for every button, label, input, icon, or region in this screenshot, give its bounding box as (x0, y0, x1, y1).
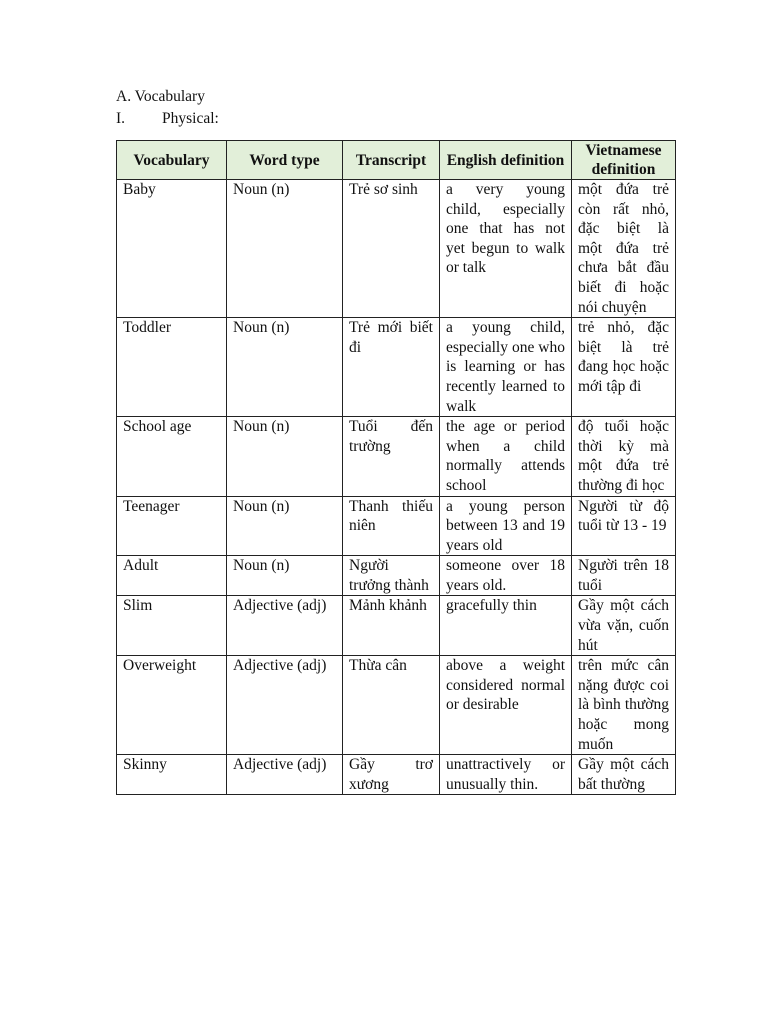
cell-transcript: Thừa cân (343, 656, 440, 755)
header-english-definition: English definition (440, 141, 572, 180)
cell-vietnamese-definition: Người trên 18 tuổi (572, 556, 676, 596)
table-row (117, 656, 676, 755)
table-row (117, 755, 676, 795)
cell-vocabulary: Slim (117, 596, 227, 656)
cell-english-definition: the age or period when a child normally attends school (440, 417, 572, 496)
cell-word-type: Noun (n) (227, 318, 343, 417)
cell-vocabulary: Adult (117, 556, 227, 596)
cell-vietnamese-definition: Gầy một cách vừa vặn, cuốn hút (572, 596, 676, 656)
cell-transcript: Mảnh khảnh (343, 596, 440, 656)
cell-word-type: Adjective (adj) (227, 755, 343, 795)
cell-transcript: Tuổi đến trường (343, 417, 440, 496)
cell-transcript: Gầy trơ xương (343, 755, 440, 795)
cell-vocabulary: Toddler (117, 318, 227, 417)
cell-vietnamese-definition: Gầy một cách bất thường (572, 755, 676, 795)
cell-word-type: Adjective (adj) (227, 596, 343, 656)
table-row (117, 417, 676, 496)
table-row (117, 496, 676, 556)
subsection-number: I. (116, 110, 126, 127)
cell-english-definition: unattractively or unusually thin. (440, 755, 572, 795)
subsection-label: Physical: (162, 110, 219, 127)
cell-vietnamese-definition: Người từ độ tuổi từ 13 - 19 (572, 496, 676, 556)
table-row (117, 318, 676, 417)
cell-vietnamese-definition: trên mức cân nặng được coi là bình thường hoặc mong muốn (572, 656, 676, 755)
cell-vocabulary: Overweight (117, 656, 227, 755)
cell-vietnamese-definition: một đứa trẻ còn rất nhỏ, đặc biệt là một đứa trẻ chưa bắt đầu biết đi hoặc nói chuyện (572, 180, 676, 318)
table-row (117, 596, 676, 656)
cell-vietnamese-definition: trẻ nhỏ, đặc biệt là trẻ đang học hoặc mới tập đi (572, 318, 676, 417)
cell-transcript: Trẻ sơ sinh (343, 180, 440, 318)
cell-transcript: Thanh thiếu niên (343, 496, 440, 556)
table-header-row (117, 141, 676, 180)
cell-transcript: Trẻ mới biết đi (343, 318, 440, 417)
table-row (117, 180, 676, 318)
cell-word-type: Adjective (adj) (227, 656, 343, 755)
vocabulary-table (116, 140, 676, 795)
subsection-heading (116, 108, 676, 130)
cell-english-definition: a young person between 13 and 19 years old (440, 496, 572, 556)
cell-word-type: Noun (n) (227, 417, 343, 496)
header-word-type: Word type (227, 141, 343, 180)
cell-word-type: Noun (n) (227, 556, 343, 596)
cell-english-definition: a very young child, especially one that has not yet begun to walk or talk (440, 180, 572, 318)
cell-vietnamese-definition: độ tuổi hoặc thời kỳ mà một đứa trẻ thường đi học (572, 417, 676, 496)
header-transcript: Transcript (343, 141, 440, 180)
cell-english-definition: gracefully thin (440, 596, 572, 656)
document-page (116, 86, 676, 793)
cell-english-definition: above a weight considered normal or desirable (440, 656, 572, 755)
table-row (117, 556, 676, 596)
header-vietnamese-definition: Vietnamese definition (572, 141, 676, 180)
cell-vocabulary: School age (117, 417, 227, 496)
section-title: A. Vocabulary (116, 88, 205, 105)
header-vocabulary: Vocabulary (117, 141, 227, 180)
cell-english-definition: someone over 18 years old. (440, 556, 572, 596)
cell-vocabulary: Teenager (117, 496, 227, 556)
cell-vocabulary: Baby (117, 180, 227, 318)
cell-word-type: Noun (n) (227, 180, 343, 318)
cell-english-definition: a young child, especially one who is learning or has recently learned to walk (440, 318, 572, 417)
cell-vocabulary: Skinny (117, 755, 227, 795)
cell-word-type: Noun (n) (227, 496, 343, 556)
cell-transcript: Người trưởng thành (343, 556, 440, 596)
